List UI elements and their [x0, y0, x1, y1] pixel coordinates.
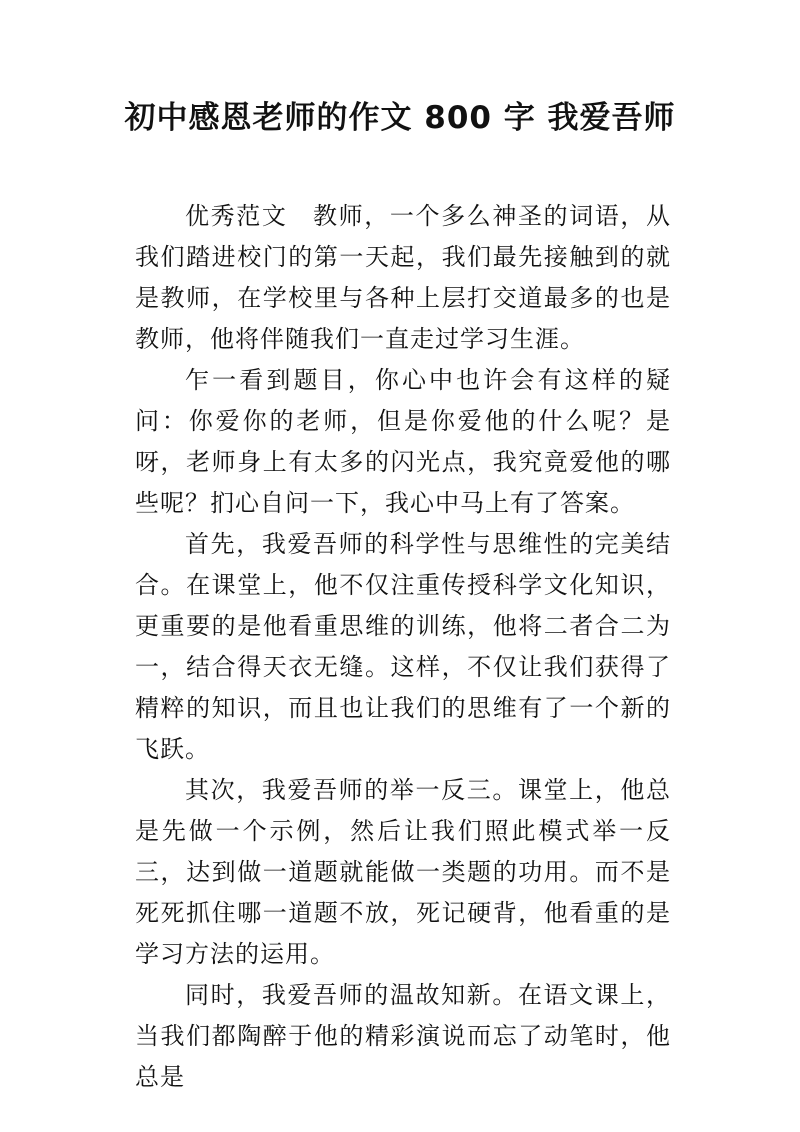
document-title: 初中感恩老师的作文 800 字 我爱吾师	[124, 100, 676, 136]
document-body	[135, 196, 671, 1098]
paragraph-5: 同时，我爱吾师的温故知新。在语文课上，当我们都陶醉于他的精彩演说而忘了动笔时，他总是	[135, 981, 671, 1091]
paragraph-4: 其次，我爱吾师的举一反三。课堂上，他总是先做一个示例，然后让我们照此模式举一反三，达到做一道题就能做一类题的功用。而不是死死抓住哪一道题不放，死记硬背，他看重的是学习方法的运用。	[135, 776, 671, 968]
paragraph-2: 乍一看到题目，你心中也许会有这样的疑问：你爱你的老师，但是你爱他的什么呢？是呀，老师身上有太多的闪光点，我究竟爱他的哪些呢？扪心自问一下，我心中马上有了答案。	[135, 366, 671, 517]
paragraph-1: 优秀范文 教师，一个多么神圣的词语，从我们踏进校门的第一天起，我们最先接触到的就是教师，在学校里与各种上层打交道最多的也是教师，他将伴随我们一直走过学习生涯。	[135, 202, 671, 353]
paragraph-3: 首先，我爱吾师的科学性与思维性的完美结合。在课堂上，他不仅注重传授科学文化知识，更重要的是他看重思维的训练，他将二者合二为一，结合得天衣无缝。这样，不仅让我们获得了精粹的知识，而且也让我们的思维有了一个新的飞跃。	[135, 530, 671, 763]
